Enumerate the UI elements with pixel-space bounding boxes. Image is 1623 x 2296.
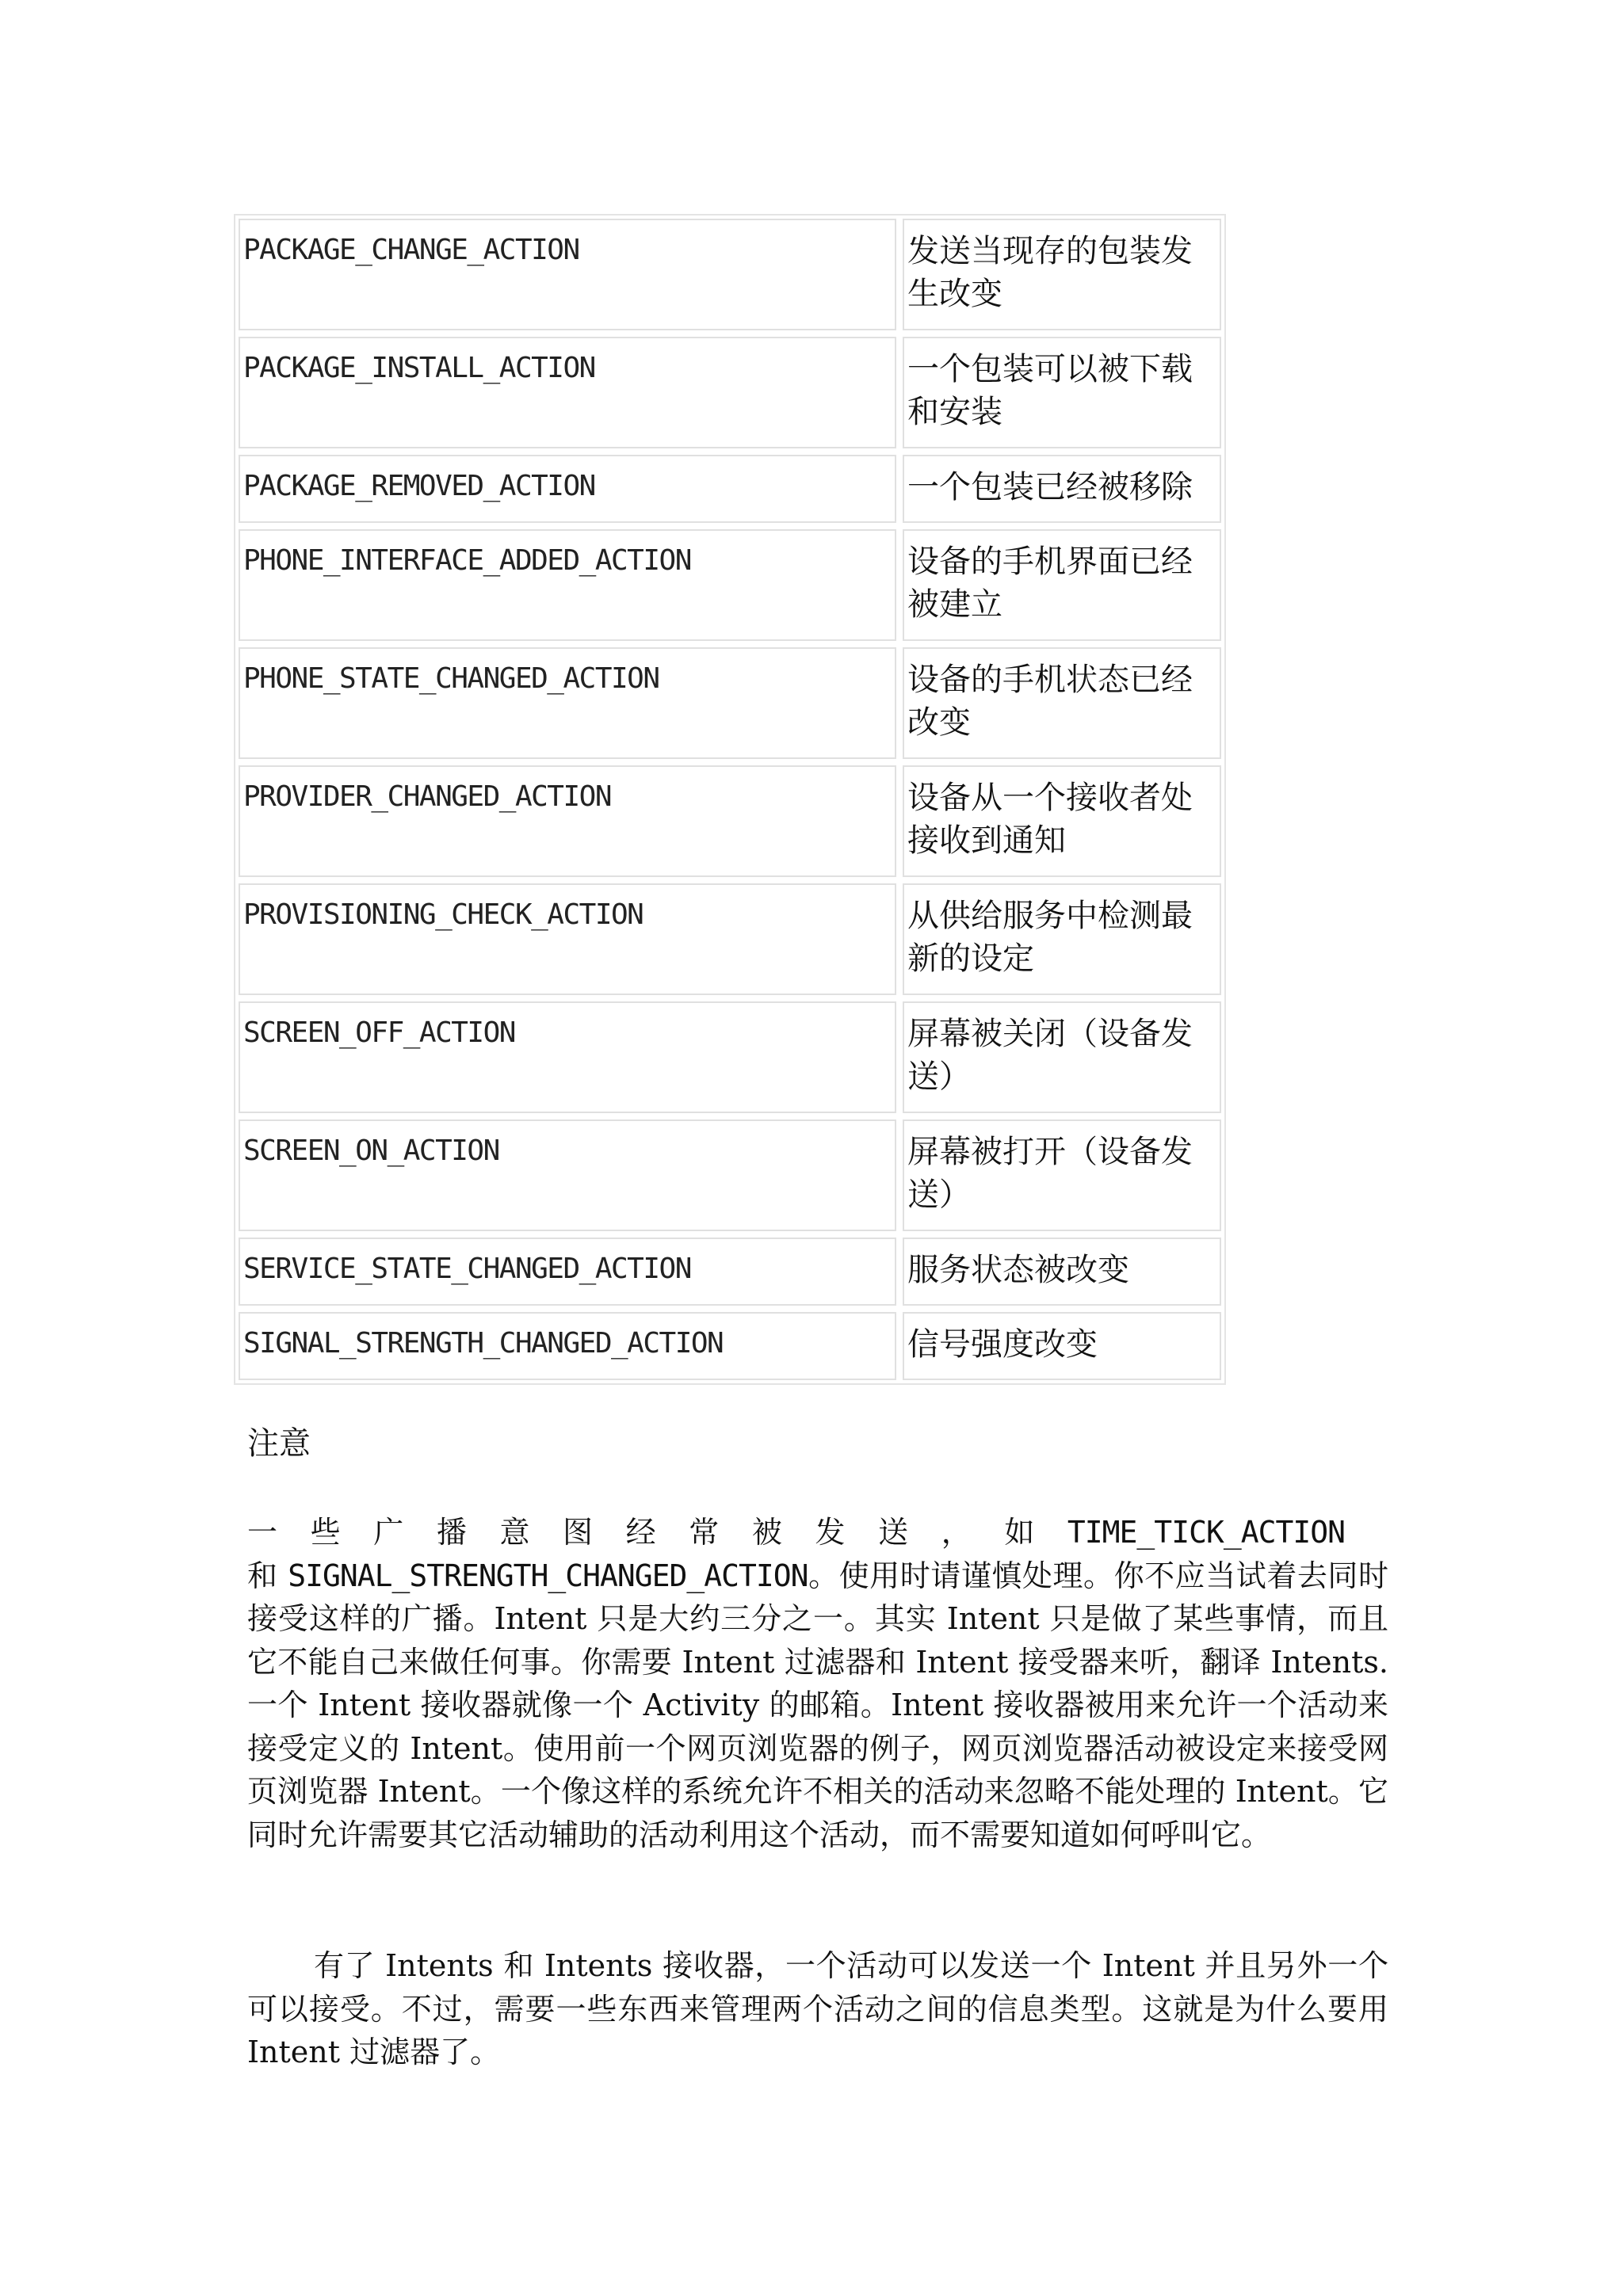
lead-word: 经	[625, 1515, 656, 1550]
table-row	[239, 1001, 1221, 1113]
action-name-cell: SCREEN_ON_ACTION	[239, 1119, 896, 1231]
action-name-cell: PROVIDER_CHANGED_ACTION	[239, 765, 896, 877]
action-name-cell: PROVISIONING_CHECK_ACTION	[239, 883, 896, 995]
lead-word: 播	[436, 1515, 467, 1550]
action-description-cell: 屏幕被打开（设备发送）	[903, 1119, 1221, 1231]
table-row	[239, 529, 1221, 641]
note-time-tick-code: TIME_TICK_ACTION	[1067, 1515, 1345, 1550]
lead-word: 广	[373, 1515, 404, 1550]
action-description-cell: 一个包装已经被移除	[903, 455, 1221, 523]
spaced-lead-line	[247, 1511, 1345, 1554]
note-signal-code: SIGNAL_STRENGTH_CHANGED_ACTION	[288, 1558, 808, 1593]
action-name-cell: PACKAGE_INSTALL_ACTION	[239, 337, 896, 448]
action-description-cell: 设备的手机界面已经被建立	[903, 529, 1221, 641]
action-name-cell: PACKAGE_REMOVED_ACTION	[239, 455, 896, 523]
lead-word: 一	[247, 1515, 278, 1550]
lead-word: 图	[563, 1515, 594, 1550]
lead-word: 常	[689, 1515, 720, 1550]
action-name-cell: SIGNAL_STRENGTH_CHANGED_ACTION	[239, 1312, 896, 1380]
table-row	[239, 883, 1221, 995]
action-name-cell: SCREEN_OFF_ACTION	[239, 1001, 896, 1113]
lead-word: 送	[878, 1515, 909, 1550]
lead-word: 发	[815, 1515, 846, 1550]
lead-word: 些	[310, 1515, 341, 1550]
lead-word: ，	[941, 1515, 972, 1550]
table-row	[239, 455, 1221, 523]
lead-word: 如	[1004, 1515, 1035, 1550]
action-description-cell: 设备从一个接收者处接收到通知	[903, 765, 1221, 877]
lead-word: 意	[499, 1515, 530, 1550]
action-description-cell: 服务状态被改变	[903, 1238, 1221, 1306]
table-row	[239, 647, 1221, 759]
note-heading: 注意	[247, 1425, 311, 1462]
action-description-cell: 设备的手机状态已经改变	[903, 647, 1221, 759]
action-description-cell: 从供给服务中检测最新的设定	[903, 883, 1221, 995]
table-row	[239, 765, 1221, 877]
table-row	[239, 1238, 1221, 1306]
action-description-cell: 发送当现存的包装发生改变	[903, 219, 1221, 330]
broadcast-action-table	[234, 214, 1226, 1385]
table-row	[239, 1312, 1221, 1380]
note-paragraph-1	[247, 1511, 1388, 1856]
action-description-cell: 信号强度改变	[903, 1312, 1221, 1380]
note-paragraph-2: 有了 Intents 和 Intents 接收器，一个活动可以发送一个 Intent 并且另外一个可以接受。不过，需要一些东西来管理两个活动之间的信息类型。这就是为什么要用 Intent 过滤器了。	[247, 1948, 1388, 2069]
table-row	[239, 219, 1221, 330]
table-row	[239, 337, 1221, 448]
action-description-cell: 一个包装可以被下载和安装	[903, 337, 1221, 448]
action-name-cell: PHONE_INTERFACE_ADDED_ACTION	[239, 529, 896, 641]
note-paragraph-1-text: 。使用时请谨慎处理。你不应当试着去同时接受这样的广播。Intent 只是大约三分之一。其实 Intent 只是做了某些事情，而且它不能自己来做任何事。你需要 Intent 过滤器和 Intent 接受器来听，翻译 Intents. 一个 Intent 接收器就像一个 Activity 的邮箱。Intent 接收器被用来允许一个活动来接受定义的 Intent。使用前一个网页浏览器的例子，网页浏览器活动被设定来接受网页浏览器 Intent。一个像这样的系统允许不相关的活动来忽略不能处理的 Intent。它同时允许需要其它活动辅助的活动利用这个活动，而不需要知道如何呼叫它。	[247, 1558, 1388, 1852]
lead-word: 被	[751, 1515, 782, 1550]
action-name-cell: PHONE_STATE_CHANGED_ACTION	[239, 647, 896, 759]
note-and-word: 和	[247, 1558, 278, 1593]
action-name-cell: PACKAGE_CHANGE_ACTION	[239, 219, 896, 330]
table-row	[239, 1119, 1221, 1231]
action-name-cell: SERVICE_STATE_CHANGED_ACTION	[239, 1238, 896, 1306]
action-description-cell: 屏幕被关闭（设备发送）	[903, 1001, 1221, 1113]
